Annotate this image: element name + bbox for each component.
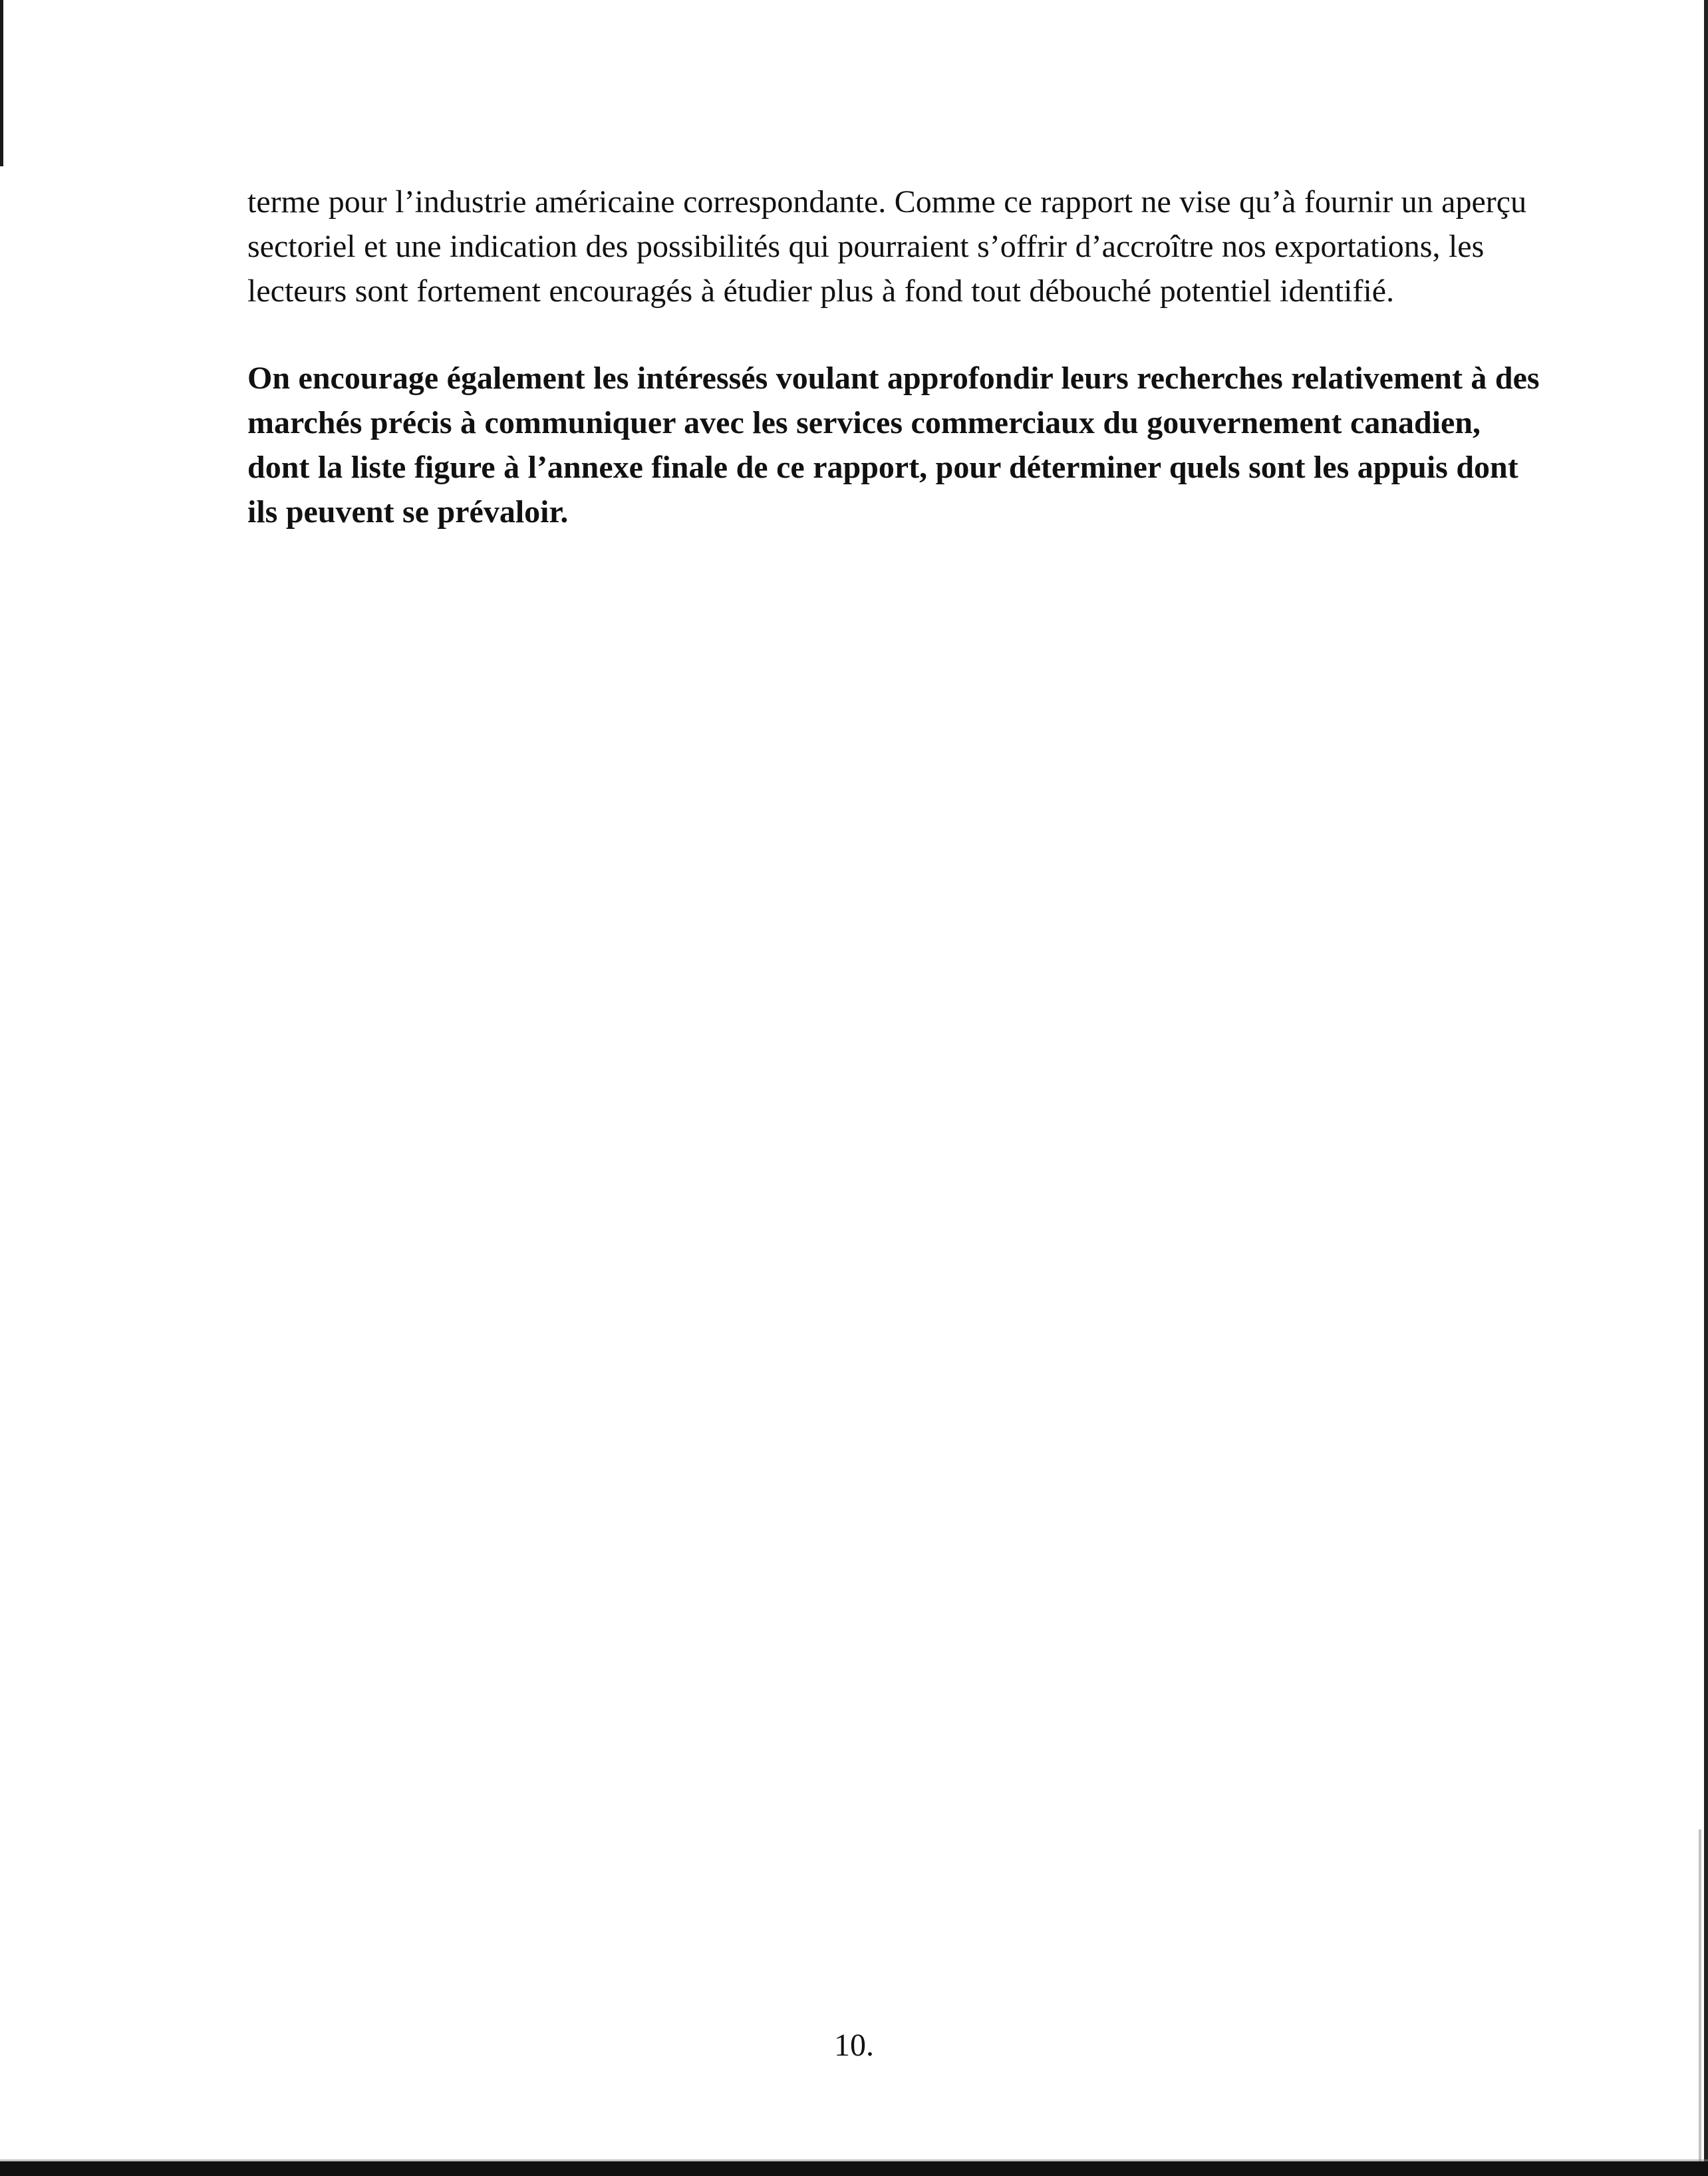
intro-paragraph: terme pour l’industrie américaine correspondante. Comme ce rapport ne vise qu’à fournir un aperçu sectoriel et une indication des possibilités qui pourraient s’offrir d’accroître nos exportations, les lecteurs sont fortement encouragés à étudier plus à fond tout débouché potentiel identifié. — [247, 184, 1527, 309]
scan-shadow-right — [1699, 1829, 1701, 2162]
scan-border-right — [1704, 0, 1708, 2176]
contact-paragraph: On encourage également les intéressés voulant approfondir leurs recherches relativement à des marchés précis à communiquer avec les services commerciaux du gouvernement canadien, dont la liste figure à l’annexe finale de ce rapport, pour déterminer quels sont les appuis dont ils peuvent se prévaloir. — [247, 361, 1540, 530]
page-number: 10. — [834, 2028, 874, 2063]
document-body — [247, 180, 1544, 534]
scan-border-bottom — [0, 2161, 1708, 2176]
scan-border-left — [0, 0, 3, 166]
